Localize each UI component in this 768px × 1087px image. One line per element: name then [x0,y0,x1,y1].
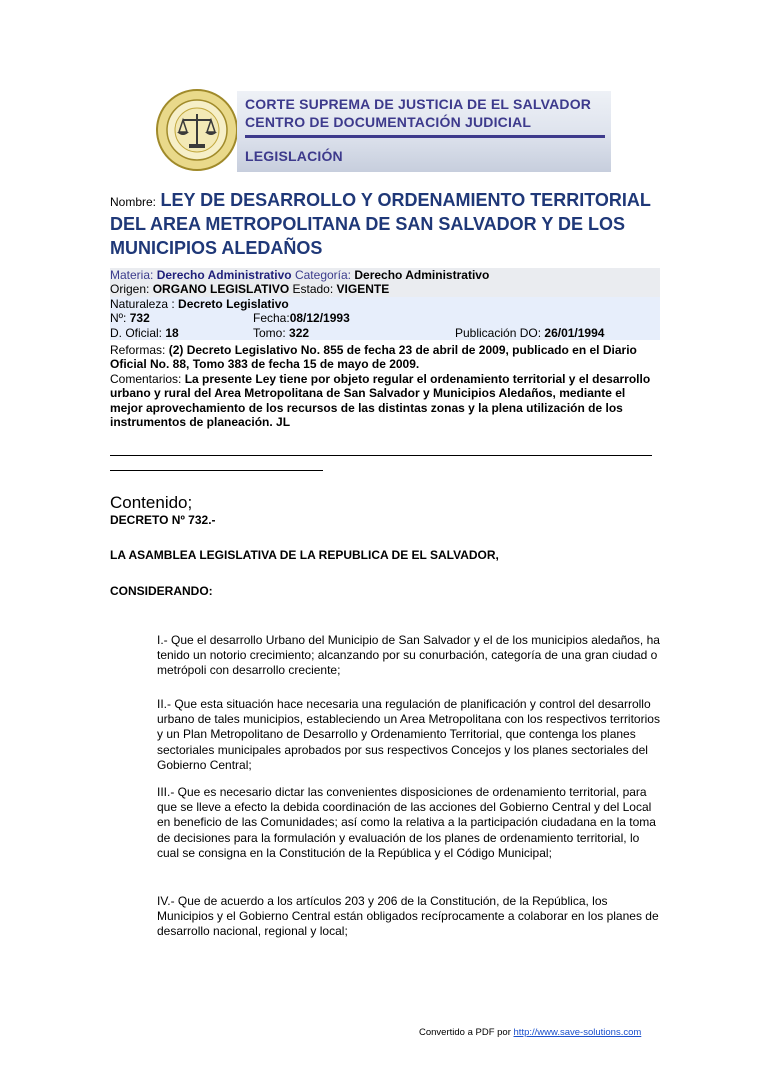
estado-label: Estado: [292,282,334,297]
tomo-group [253,326,309,340]
naturaleza-label: Naturaleza : [110,296,175,311]
header-banner [155,88,611,172]
title-label: Nombre: [110,195,157,209]
separator-line-short [110,470,323,471]
fecha-label: Fecha: [253,311,290,326]
considerando-heading: CONSIDERANDO: [110,584,213,598]
reformas-text: (2) Decreto Legislativo No. 855 de fecha 23 de abril de 2009, publicado en el Diario Oficial No. 88, Tomo 383 de fecha 15 de mayo de 2009. [110,343,637,372]
publicacion-value: 26/01/1994 [544,325,605,340]
banner-panel [237,91,611,172]
oficial-value: 18 [165,325,179,340]
considerando-item: IV.- Que de acuerdo a los artículos 203 y 206 de la Constitución, de la República, los Municipios y el Gobierno Central están obligados recíprocamente a colaborar en los planes de desarrollo nacional, regional y local; [157,894,659,939]
oficial-label: D. Oficial: [110,325,163,340]
footer-link[interactable]: http://www.save-solutions.com [513,1027,642,1038]
tomo-label: Tomo: [253,325,286,340]
estado-value: VIGENTE [336,282,390,297]
pdf-footer [419,1027,641,1038]
contenido-heading: Contenido; [110,493,193,512]
meta-row-oficial [110,326,660,340]
footer-text: Convertido a PDF por [419,1027,511,1038]
publicacion-label: Publicación DO: [455,325,542,340]
court-seal-icon [155,88,239,172]
origen-value: ORGANO LEGISLATIVO [152,282,290,297]
considerando-item: II.- Que esta situación hace necesaria una regulación de planificación y control del desarrollo urbano de tales municipios, estableciendo un Area Metropolitana con los respectivos territorios y un Plan Metropolitano de Desarrollo y Ordenamiento Territorial, que contenga los planes sectoriales municipales aprobados por sus respectivos Concejos y los planes sectoriales del Gobierno Central; [157,697,660,772]
considerando-item: I.- Que el desarrollo Urbano del Municipio de San Salvador y el de los municipios aledaños, ha tenido un notorio crecimiento; alcanzando por su conurbación, categoría de una gran ciudad o metrópoli con desarrollo creciente; [157,633,660,678]
center-name: CENTRO DE DOCUMENTACIÓN JUDICIAL [245,114,532,130]
meta-row-materia [110,268,660,282]
asamblea-heading: LA ASAMBLEA LEGISLATIVA DE LA REPUBLICA DE EL SALVADOR, [110,548,499,562]
metadata-table [110,268,660,340]
fecha-value: 08/12/1993 [289,311,350,326]
origen-label: Origen: [110,282,150,297]
numero-label: Nº: [110,311,127,326]
banner-divider [245,135,605,138]
meta-row-origen [110,282,660,296]
title-text: LEY DE DESARROLLO Y ORDENAMIENTO TERRITORIAL DEL AREA METROPOLITANA DE SAN SALVADOR Y DE LOS MUNICIPIOS ALEDAÑOS [110,190,651,258]
separator-line [110,455,652,456]
materia-label: Materia: [110,268,154,282]
publicacion-group [455,326,604,340]
categoria-label: Categoría: [294,268,352,282]
numero-value: 732 [129,311,150,326]
comentarios-label: Comentarios: [110,372,182,386]
section-name: LEGISLACIÓN [245,148,343,164]
meta-row-naturaleza [110,297,660,311]
naturaleza-value: Decreto Legislativo [178,296,289,311]
law-title [110,189,670,261]
reformas [110,343,660,372]
comentarios [110,372,660,430]
decreto-number: DECRETO Nº 732.- [110,513,216,527]
considerando-item: III.- Que es necesario dictar las convenientes disposiciones de ordenamiento territorial, para que se lleve a efecto la debida coordinación de las acciones del Gobierno Central y del Local en beneficio de las Comunidades; así como la relativa a la participación ciudadana en la toma de decisiones para la formulación y evaluación de los planes de ordenamiento territorial, lo cual se consigna en la Constitución de la República y el Código Municipal; [157,785,656,860]
tomo-value: 322 [289,325,310,340]
reformas-label: Reformas: [110,343,166,357]
fecha-group [253,311,350,325]
categoria-value: Derecho Administrativo [354,268,490,282]
meta-row-numero [110,311,660,325]
materia-value: Derecho Administrativo [156,268,292,282]
comentarios-text: La presente Ley tiene por objeto regular el ordenamiento territorial y el desarrollo urbano y rural del Area Metropolitana de San Salvador y Municipios Aledaños, mediante el mejor aprovechamiento de los recursos de las distintas zonas y la plena utilización de los instrumentos de planeación. JL [110,372,651,430]
institution-name: CORTE SUPREMA DE JUSTICIA DE EL SALVADOR [245,96,592,112]
